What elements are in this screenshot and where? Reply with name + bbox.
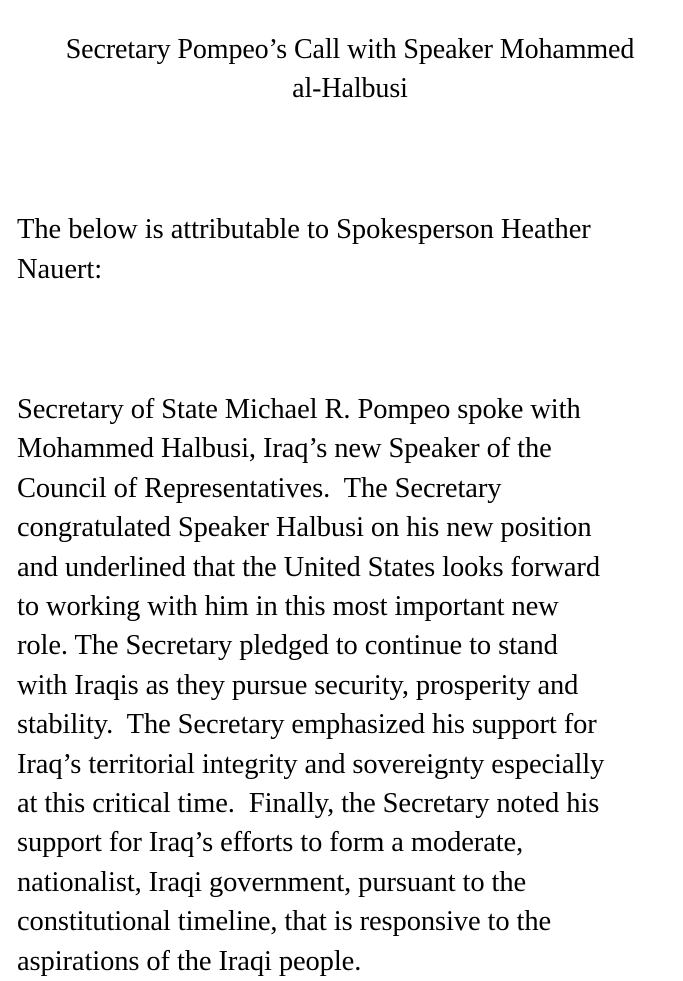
attribution-paragraph (17, 210, 677, 289)
document-title (14, 30, 683, 108)
body-line: stability. The Secretary emphasized his support for (17, 709, 597, 741)
body-line: role. The Secretary pledged to continue to stand (17, 630, 558, 662)
body-line: constitutional timeline, that is responsive to the (17, 906, 552, 938)
body-line: with Iraqis as they pursue security, prosperity and (17, 669, 579, 701)
body-line: aspirations of the Iraqi people. (17, 945, 362, 977)
body-line: Council of Representatives. The Secretary (17, 472, 502, 504)
body-line: Mohammed Halbusi, Iraq’s new Speaker of the (17, 433, 552, 465)
title-line: al-Halbusi (292, 73, 408, 104)
attribution-line: The below is attributable to Spokesperson Heather (17, 214, 591, 245)
body-line: support for Iraq’s efforts to form a moderate, (17, 827, 524, 859)
title-line: Secretary Pompeo’s Call with Speaker Mohammed (65, 34, 635, 65)
body-line: at this critical time. Finally, the Secretary noted his (17, 788, 600, 820)
body-line: congratulated Speaker Halbusi on his new position (17, 512, 592, 544)
body-line: nationalist, Iraqi government, pursuant to the (17, 866, 527, 898)
body-line: to working with him in this most important new (17, 591, 559, 623)
statement-body-paragraph (17, 390, 683, 981)
body-line: and underlined that the United States looks forward (17, 551, 600, 583)
attribution-line: Nauert: (17, 253, 103, 285)
body-line: Secretary of State Michael R. Pompeo spoke with (17, 394, 581, 425)
body-line: Iraq’s territorial integrity and sovereignty especially (17, 748, 605, 780)
